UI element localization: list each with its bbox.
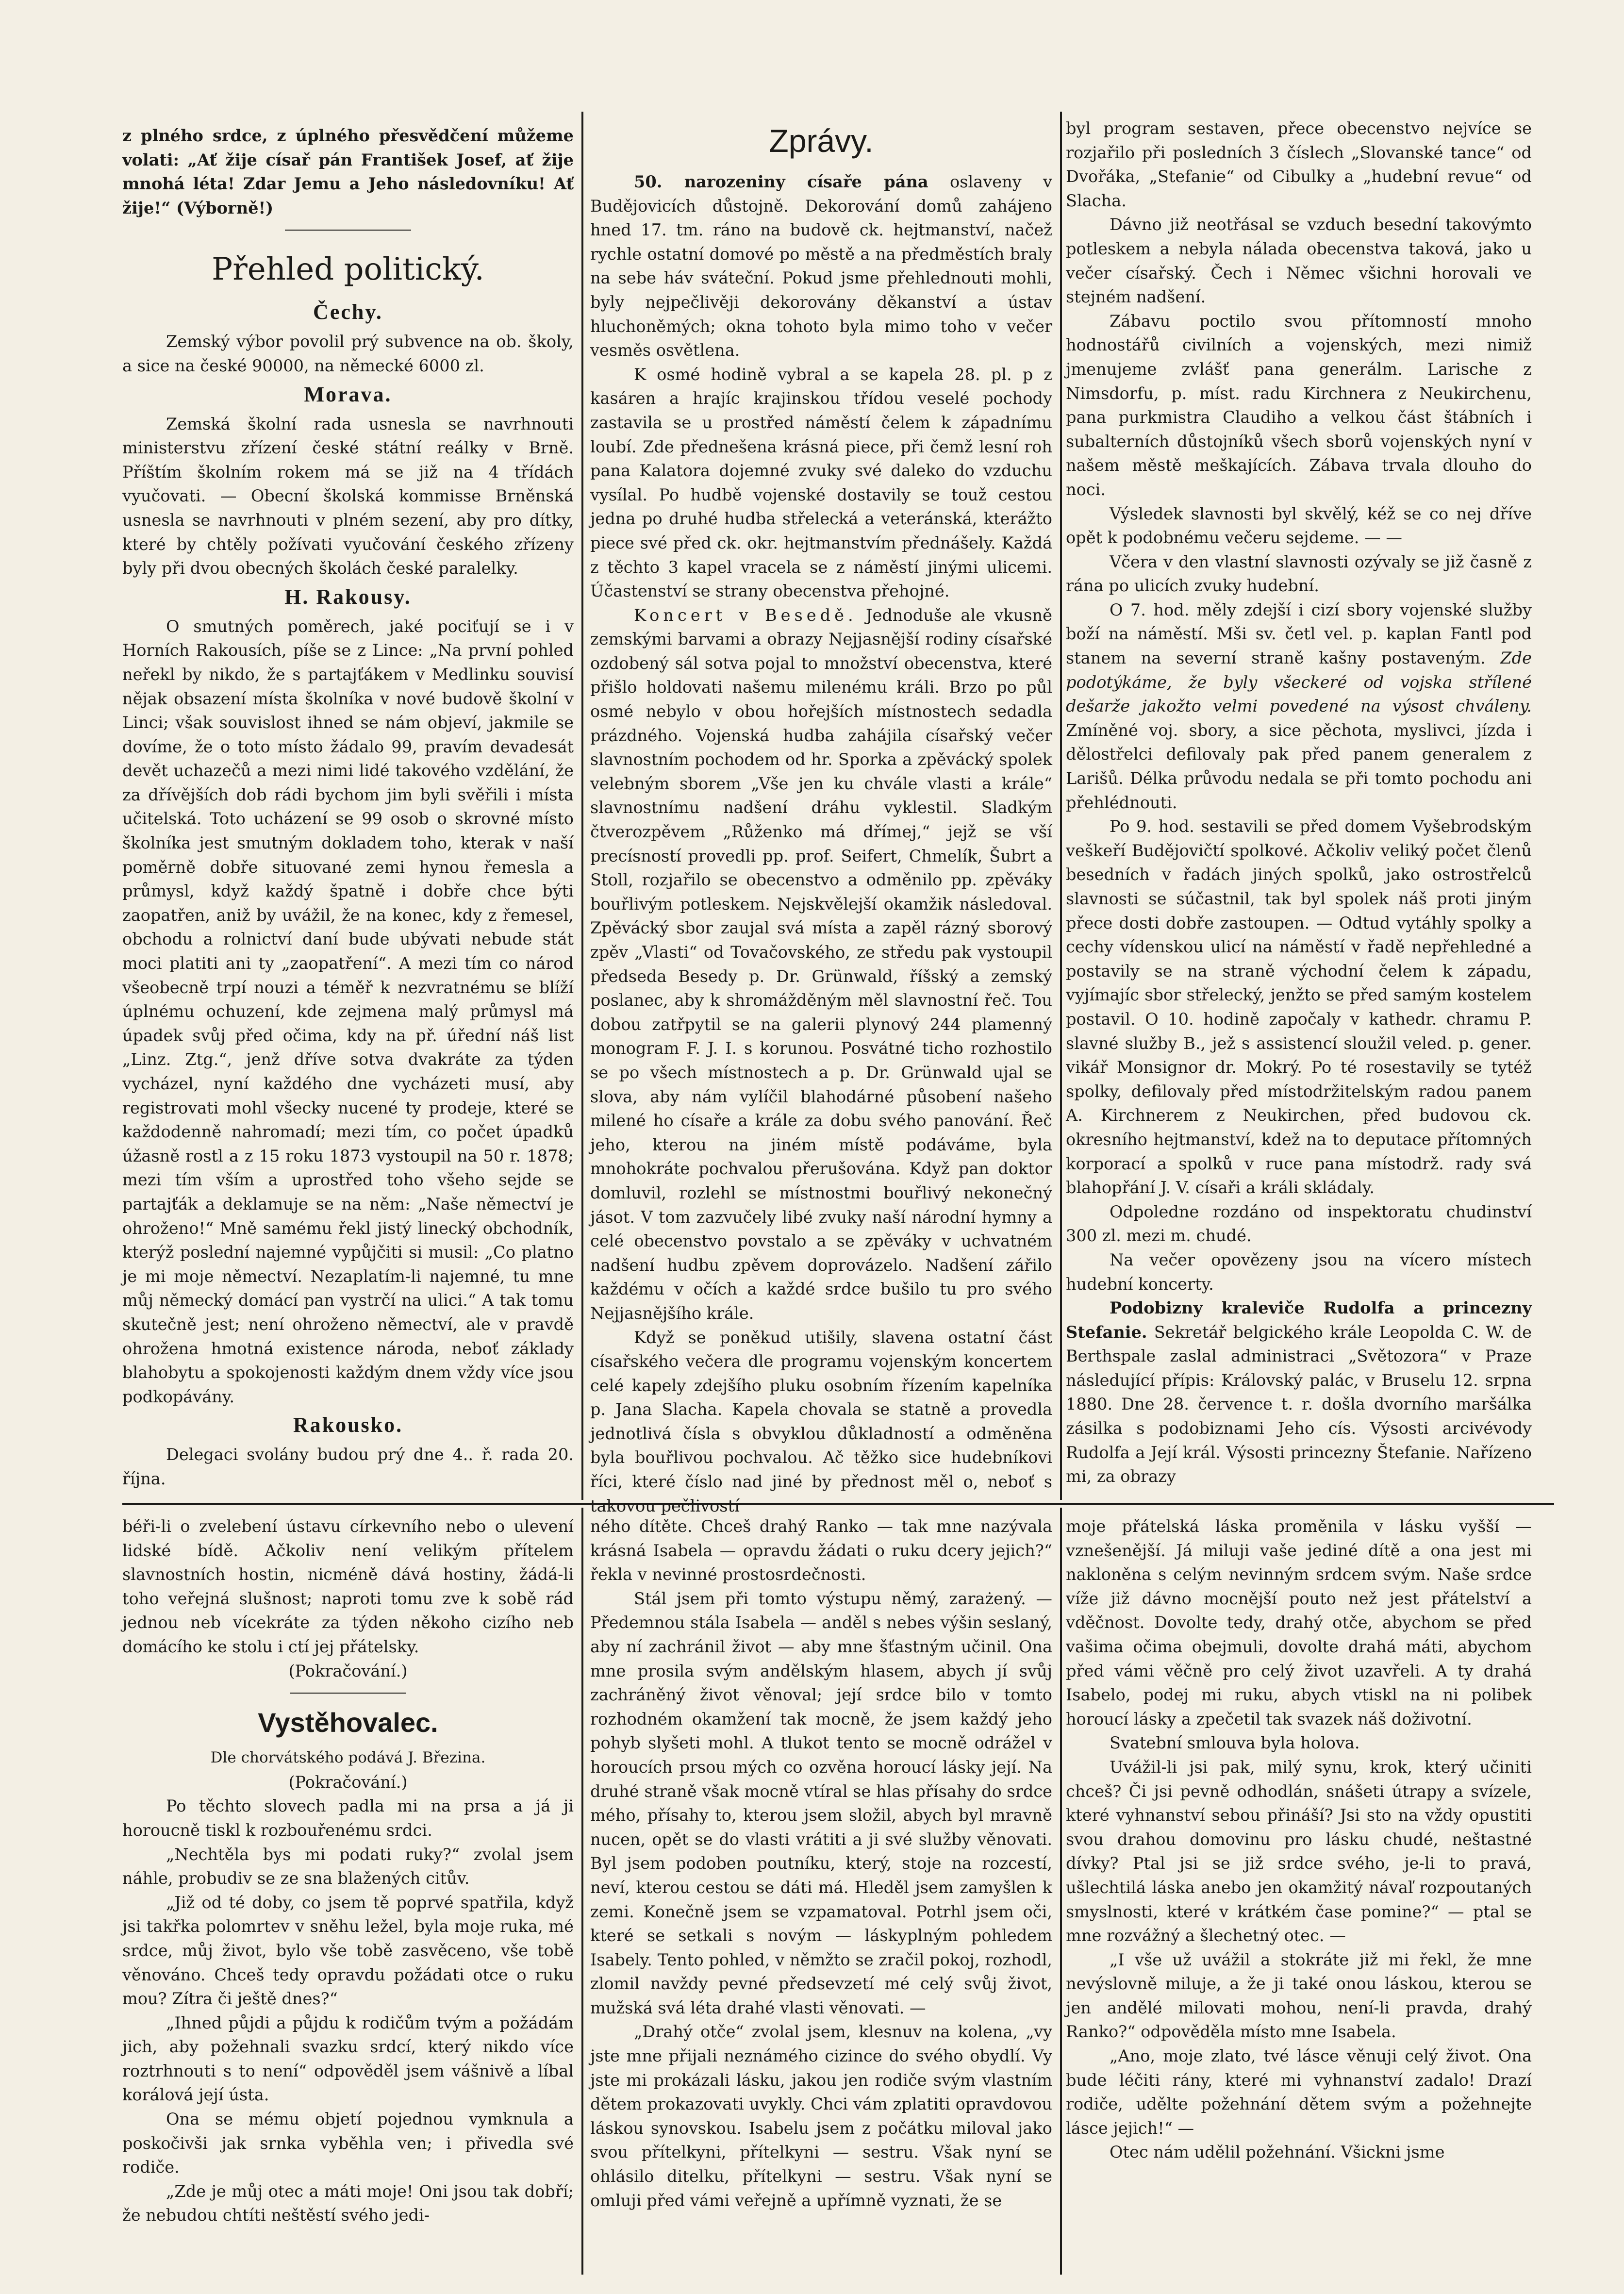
news-charity-paragraph: Odpoledne rozdáno od inspektoratu chudinství 300 zl. mezi m. chudé. [1066,1202,1532,1246]
news-mass-text-a: O 7. hod. měly zdejší i cizí sbory vojenské služby boží na náměstí. Mši sv. četl vel. p. kaplan Fantl pod stanem na severní straně kašny postaveným. [1066,600,1532,668]
section-heading-news: Zprávy. [769,123,874,159]
story-prev-paragraph: béři-li o zvelebení ústavu církevního nebo o ulevení lidské bídě. Ačkoliv není velikým přítelem slavnostních hostin, nicméně dává hostiny, žádá-li toho veřejná slušnost; naproti tomu zve k sobě rád jednou neb vícekráte za týden někoho cizího neb domácího ke stolu i ctí jej přátelsky. [122,1517,574,1656]
top-column-3 [1066,116,1532,1502]
rakousko-text: Delegaci svolány budou prý dne 4.. ř. rada 20. října. [122,1445,574,1488]
story-paragraph-6: „Zde je můj otec a máti moje! Oni jsou tak dobří; že nebudou chtíti neštěstí svého jedi- [122,2181,574,2225]
subheading-horni-rakousy: H. Rakousy. [284,584,412,609]
story-paragraph-13: „I vše už uvážil a stokráte již mi řekl, že mne nevýslovně miluje, a že ji také onou láskou, kterou se jen andělé milovati mohou, není-li pravda, drahý Ranko?“ odpověděla místo mne Isabela. [1066,1950,1532,2042]
continuation-note-2: (Pokračování.) [288,1772,408,1792]
news-mass-text-b: Zmíněné voj. sbory, a sice pěchota, myslivci, jízda i dělostřelci defilovaly pak před panem generalem z Larišů. Délka průvodu nedala se při tomto pochodu ani přehlédnouti. [1066,720,1532,812]
news-concert-paragraph [590,603,1052,1326]
story-paragraph-11: Svatební smlouva byla holova. [1110,1733,1360,1753]
cechy-text: Zemský výbor povolil prý subvence na ob. školy, a sice na české 90000, na německé 6000 zl. [122,332,574,375]
continuation-note-1: (Pokračování.) [288,1661,408,1680]
short-rule-2 [290,1693,406,1694]
news-yesterday-paragraph: Včera v den vlastní slavnosti ozývaly se již časně z rána po ulicích zvuky hudební. [1066,552,1532,596]
news-portraits-text: Sekretář belgického krále Leopolda C. W. de Berthspale zaslal administraci „Světozora“ v Praze následující přípis: Královský palác, v Bruselu 12. srpna 1880. Dne 28. července t. r. došla dvorního maršálka zásilka s podobiznami Jeho cís. Výsosti arcivévody Rudolfa a Její král. Výsosti princezny Štefanie. Nařízeno mi, za obrazy [1066,1322,1532,1486]
news-portraits-lead: Podobizny kraleviče Rudolfa a princezny Stefanie. [1066,1298,1532,1342]
top-column-1 [122,124,574,1502]
news-concerts-paragraph: Na večer opovězeny jsou na vícero místech hudební koncerty. [1066,1250,1532,1294]
news-result-paragraph: Výsledek slavnosti byl skvělý, kéž se co nej dříve opět k podobnému večeru sejdeme. — — [1066,504,1532,548]
column-rule-bottom-left [581,1508,583,2275]
story-title: Vystěhovalec. [258,1707,438,1738]
loyal-toast: z plného srdce, z úplného přesvědčení můžeme volati: „Ať žije císař pán František Josef, ať žije mnohá léta! Zdar Jemu a Jeho následovníku! Ať žije!“ (Výborně!) [122,126,574,217]
story-paragraph-7: ného dítěte. Chceš drahý Ranko — tak mne nazývala krásná Isabela — opravdu žádati o ruku dcery jejich?“ řekla v nevinné prostosrdečnosti. [590,1517,1052,1584]
news-birthday-text: oslaveny v Budějovicích důstojně. Dekorování domů zahájeno hned 17. tm. ráno na budově ck. hejtmanství, načež rychle ostatní domové po městě a na předměstích braly na sebe háv sváteční. Pokud jsme přehlednouti mohli, byly nejpečlivěji dekorovány děkanství a ústav hluchoněmých; okna tohoto byla mimo toho v večer vesměs osvětlena. [590,172,1052,360]
news-birthday-lead: 50. narozeniny císaře pána [634,172,928,191]
news-concert-text: Jednoduše ale vkusně zemskými barvami a obrazy Nejjasnější rodiny císařské ozdobený sál sotva pojal to množství obecenstva, které přišlo holdovati našemu milenému králi. Brzo po půl osmé nebylo v obou hořejších místnostech sedadla prázdného. Vojenská hudba zahájila císařský večer slavnostním pochodem od hr. Sporka a zpěvácký spolek velebným sborem „Vše jen ku chvále vlasti a krále“ slavnostnímu nadšení dráhu vyklestil. Sladkým čtverozpěvem „Růženko má dřímej,“ jejž se vší precísností provedli pp. prof. Seifert, Chmelík, Šubrt a Stoll, rozjařilo se obecenstvo a odměnilo pp. zpěváky bouřlivým potleskem. Nejskvělejší okamžik následoval. Zpěvácký sbor zaujal svá místa a zapěl rázný sborový zpěv „Vlasti“ od Tovačovského, ze středu pak vystoupil předseda Besedy p. Dr. Grünwald, říšský a zemský poslanec, aby k shromážděným měl slavnostní řeč. Tou dobou zatřpytil se na galerii plynový 244 plamenný monogram F. J. I. s korunou. Posvátné ticho rozhostilo se po všech místnostech a p. Dr. Grünwald ujal se slova, aby nám vylíčil blahodárné působení našeho milené ho císaře a krále za dobu svého panování. Řeč jeho, kterou na jiném místě podáváme, byla mnohokráte pochvalou přerušována. Když pan doktor domluvil, rozlehl se místnostmi bouřlivý nekonečný jásot. V tom zazvučely libé zvuky naší národní hymny a celé obecenstvo povstalo a se zpěváky v uchvatném nadšení hudbu zpěvem doprovázelo. Nadšení zářilo každému v očích a každé srdce bušilo tu pro svého Nejjasnějšího krále. [590,605,1052,1323]
story-paragraph-9: „Drahý otče“ zvolal jsem, klesnuv na kolena, „vy jste mne přijali neznámého cizince do svého obydlí. Vy jste mi prokázali lásku, jakou jen rodiče svým vlastním dětem prokazovati uvykly. Chci vám zplatiti opravdovou láskou synovskou. Isabelu jsem z počátku miloval jako svou přítelkyni, přítelkyni — sestru. Však nyní se ohlásilo ditelku, přítelkyni — sestru. Však nyní se omluji před vámi veřejně a upřímně vyznati, že se [590,2022,1052,2210]
story-paragraph-8: Stál jsem při tomto výstupu němý, zarażený. — Předemnou stála Isabela — anděl s nebes výšin seslaný, aby ní zachránil život — aby mne šťastným učinil. Ona mne prosila svým andělským hlasem, abych jí svůj zachráněný život věnoval; její srdce bilo v tomto rozhodném okamžení tak mocně, že jsem každý jeho pohyb slyšeti mohl. A tlukot tento se mocně odrážel v horoucích prsou mých co ozvěna horoucí lásky její. Na druhé straně však mocně vtíral se hlas přísahy do srdce mého, přísahy to, kterou jsem složil, abych byl mravně nucen, opět se do vlasti vrátiti a ji své služby věnovati. Byl jsem podoben poutníku, který, stoje na rozcestí, neví, kterou cestou se dáti má. Hleděl jsem zamyšlen k zemi. Konečně jsem se vzpamatoval. Potrhl jsem oči, které se setkali s novým — láskyplným pohledem Isabely. Tento pohled, v němžto se zračil pokoj, rozhodl, zlomil navždy pevné předsevzetí mé celý svůj život, mužská svá léta drahé vlasti věnovati. — [590,1589,1052,2017]
news-evening-paragraph: Když se poněkud utišily, slavena ostatní část císařského večera dle programu vojenským koncertem celé kapely zdejšího pluku osobním řízením kapelníka p. Jana Slacha. Kapela chovala se statně a provedla jednotlivá čísla s obvyklou důkladností a odměněna byla bouřlivou pochvalou. Ač těžko sice hudebníkovi říci, které číslo nad jiné by přednost měl o, neboť s takovou pečlivostí [590,1328,1052,1515]
subheading-cechy: Čechy. [313,300,383,324]
story-paragraph-1: Po těchto slovech padla mi na prsa a já ji horoucně tiskl k rozbouřenému srdci. [122,1796,574,1840]
story-paragraph-2: „Nechtěla bys mi podati ruky?“ zvolal jsem náhle, probudiv se ze sna blažených citův. [122,1845,574,1888]
column-rule-bottom-right [1060,1508,1062,2275]
news-band-paragraph: K osmé hodině vybral a se kapela 28. pl. p z kasáren a hrajíc krajinskou třídou veselé pochody zastavila se u prostřed náměstí čelem k západnímu loubí. Zde přednešena krásná piece, při čemž lesní roh pana Kalatora dojemné zvuky své daleko do vzduchu vysílal. Po hudbě vojenské dostavily se touž cestou jedna po druhé hudba střelecká a veteránská, kterážto piece své před ck. okr. hejtmanstvím přednášely. Každá z těchto 3 kapel vracela se z náměstí jinými ulicemi. Účastenství se strany obecenstva přehojné. [590,365,1052,601]
story-paragraph-12: Uvážil-li jsi pak, milý synu, krok, který učiniti chceš? Či jsi pevně odhodlán, snášeti útrapy a svízele, které vyhnanství sebou přináší? Jsi sto na vždy opustiti svou drahou domovinu pro lásku chudé, neštastné dívky? Ptal jsi se již srdce svého, je-li to pravá, ušlechtilá láska anebo jen okamžitý návaľ rozpoutaných smyslnosti, které v krátkém čase pomine?“ — ptal se mne rozvážný a šlechetný otec. — [1066,1757,1532,1945]
section-heading-politics: Přehled politický. [212,251,484,288]
subheading-morava: Morava. [304,382,392,406]
bottom-column-2 [590,1514,1052,2277]
story-subtitle: Dle chorvátského podává J. Březina. [210,1749,486,1767]
story-paragraph-14: „Ano, moje zlato, tvé lásce věnuji celý život. Ona bude léčiti rány, které mi vyhnanství zadalo! Drazí rodiče, udělte požehnání dětem svým a požehnejte lásce jejich!“ — [1066,2046,1532,2138]
news-applause-paragraph: Dávno již neotřásal se vzduch besední takovýmto potleskem a nebyla nálada obecenstva taková, jako u večer císařský. Čech i Němec všichni horovali ve stejném nadšení. [1066,215,1532,307]
subheading-rakousko: Rakousko. [293,1413,403,1437]
story-paragraph-10: moje přátelská láska proměnila v lásku vyšší — vznešenější. Já miluji vaše jediné dítě a ona jest mi nakloněna s celým nevinným srdcem svým. Naše srdce víže již dávno mocnější pouto než jest přátelství a vděčnost. Dovolte tedy, drahý otče, abychom se před vašima očima obejmuli, dovolte drahá máti, abychom před vámi věčně pro celý život uzavřeli. A ty drahá Isabelo, podej mi ruku, abych vtiskl na ni polibek horoucí lásky a zpečetil tak svazek náš doživotní. [1066,1517,1532,1729]
column-rule-top-left [581,112,583,1500]
news-mass-italic: Zde podotýkáme, že byly všeckeré od vojska střílené dešarže jakožto velmi povedené na výsost chváleny. [1066,648,1532,716]
story-paragraph-15: Otec nám udělil požehnání. Všickni jsme [1110,2143,1445,2162]
story-paragraph-3: „Již od té doby, co jsem tě poprvé spatřila, když jsi takřka polomrtev v sněhu ležel, byla moje ruka, mé srdce, můj život, bylo vše tobě zasvěceno, vše tobě věnováno. Chceš tedy opravdu požádati otce o ruku mou? Zítra či ještě dnes?“ [122,1893,574,2009]
news-portraits-paragraph [1066,1296,1532,1489]
bottom-column-3 [1066,1514,1532,2277]
news-program-paragraph: byl program sestaven, přece obecenstvo nejvíce se rozjařilo při posledních 3 číslech „Slovanské tance“ od Dvořáka, „Stefanie“ od Cibulky a „hudební revue“ od Slacha. [1066,119,1532,210]
bottom-column-1 [122,1514,574,2277]
news-guests-paragraph: Zábavu poctilo svou přítomností mnoho hodnostářů civilních a vojenských, mezi nimiž jmenujeme zvlášť pana generálm. Larische z Nimsdorfu, p. míst. radu Kirchnera z Neukirchenu, pana purkmistra Claudiho a velkou část štábních i subalterních důstojníků všech sborů vojenských nyní v našem městě meškajících. Zábava trvala dlouho do noci. [1066,311,1532,499]
news-birthday-paragraph [590,170,1052,363]
story-paragraph-5: Ona se mému objetí pojednou vymknula a poskočivši jak srnka vyběhla ven; i přivedla své rodiče. [122,2110,574,2177]
news-societies-paragraph: Po 9. hod. sestavili se před domem Vyšebrodským veškeří Budějovičtí spolkové. Ačkoliv veliký počet členů besedních v řadách jiných spolků, jako ostrostřelců slavnosti se súčastnil, tak byl spolek náš proti jiným přece dosti dobře zastoupen. — Odtud vytáhly spolky a cechy vídenskou ulicí na náměstí v řadě nepřehledné a postavily se na straně východní čelem k západu, vyjímajíc sbor střelecký, jenžto se před samým kostelem postavil. O 10. hodině započaly v kathedr. chramu P. slavné služby B., jež s assistencí sloužil veled. p. gener. vikář Monsignor dr. Mokrý. Po té rosestavily se tytéž spolky, defilovaly před místodržitelským radou panem A. Kirchnerem z Neukirchen, před budovou ck. okresního hejtmanství, kdež na to deputace přítomných korporací a spolků v ruce pana místodrž. rady svá blahopřání J. V. císaři a králi skládaly. [1066,817,1532,1197]
top-column-2 [590,116,1052,1515]
news-mass-paragraph [1066,598,1532,815]
story-paragraph-4: „Ihned půjdi a půjdu k rodičům tvým a požádám jich, aby požehnali svazku srdcí, který nikdo více roztrhnouti s to není“ odpověděl jsem vášnivě a líbal korálová její ústa. [122,2013,574,2105]
horni-rakousy-text: O smutných poměrech, jaké pociťují se i v Horních Rakousích, píše se z Lince: „Na první pohled neřekl by nikdo, že s partajťákem v Medlinku souvisí nějak obsazení místa školníka v nové budově školní v Linci; však souvislost ihned se nám objeví, jakmile se dovíme, že o toto místo žádalo 99, pravím devadesát devět uchazečů a mezi nimi lidé takového vzdělání, že za dřívějších dob rádi bychom jim byli svěřili i místa učitelská. Toto ucházení se 99 osob o skrovné místo školníka jest smutným dokladem toho, kterak v naší poměrně dobře situované zemi hynou řemesla a průmysl, když každý špatně i dobře chce býti zaopatřen, aniž by uvážil, že na konec, kdy z řemesel, obchodu a rolnictví daní bude ubývati nebude stát moci platiti ani ty „zaopatření“. A mezi tím co národ všeobecně trpí nouzi a téměř k nezvratnému se blíží úplnému ochuzení, kde zejmena malý průmysl má úpadek svůj před očima, kdy na př. úřední náš list „Linz. Ztg.“, jenž dříve sotva dvakráte za týden vycházel, nyní každého dne vycházeti musí, aby registrovati mohl všecky nucené ty prodeje, které se každodenně nahromadí; mezi tím, co počet úpadků úžasně rostl a z 15 roku 1873 vystoupil na 50 r. 1878; mezi tím vším a uprostřed toho všeho sejde se partajťák a deklamuje se na něm: „Naše němectví je ohroženo!“ Mně samému řekl jistý linecký obchodník, kterýž poslední najemné vypůjčiti si musil: „Co platno je mi moje němectví. Nezaplatím-li najemné, tu mne můj německý domácí pan vystrčí na ulici.“ A tak tomu skutečně jest; není ohroženo němectví, ale v pravdě ohrožena hmotná existence národa, neboť základy blahobytu a spokojenosti každým dnem vždy více jsou podkopávány. [122,616,574,1406]
short-rule [285,230,411,231]
news-concert-lead: Koncert v Besedě. [634,605,857,625]
column-rule-top-right [1060,112,1062,1500]
morava-text: Zemská školní rada usnesla se navrhnouti ministerstvu zřízení české státní reálky v Brně. Příštím školním rokem má se již na 4 třídách vyučovati. — Obecní školská kommisse Brněnská usnesla se navrhnouti v plném sezení, aby pro dítky, které by chtěly požívati vyučování českého zřízeny byly při dvou obecných školách české paralelky. [122,414,574,578]
